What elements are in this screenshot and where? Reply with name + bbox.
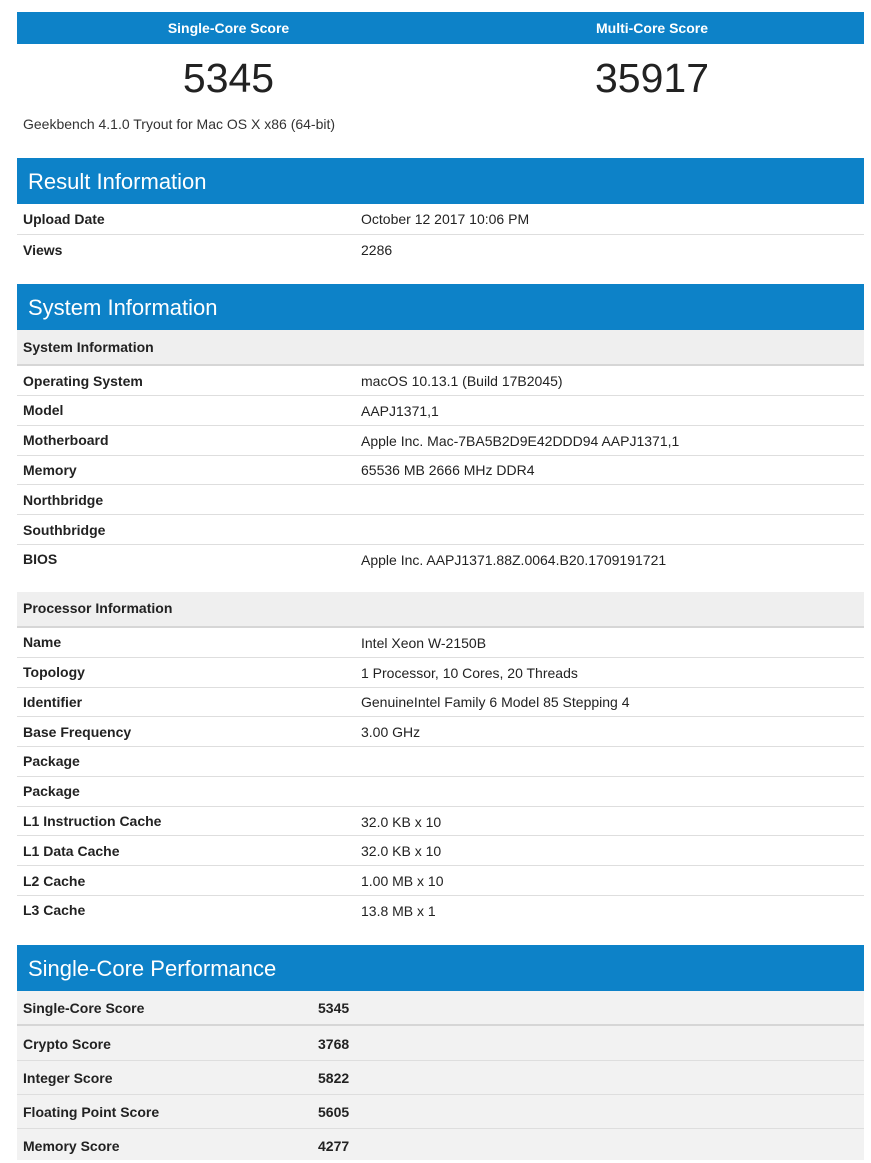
row-value: AAPJ1371,1 — [361, 403, 439, 419]
row-key: Base Frequency — [23, 724, 132, 740]
row-key: L1 Data Cache — [23, 843, 120, 859]
row-value: 65536 MB 2666 MHz DDR4 — [361, 462, 535, 478]
system-row — [17, 545, 864, 575]
processor-row — [17, 717, 864, 747]
row-value: 5345 — [318, 1000, 350, 1016]
multi-core-score-header: Multi-Core Score — [440, 12, 864, 44]
row-value: GenuineIntel Family 6 Model 85 Stepping 4 — [361, 694, 630, 710]
row-key: Crypto Score — [23, 1036, 111, 1052]
row-key: Operating System — [23, 373, 143, 389]
perf-row-single-core-score — [17, 991, 864, 1026]
row-key: Package — [23, 753, 80, 769]
row-key: L3 Cache — [23, 902, 86, 918]
processor-row — [17, 658, 864, 688]
multi-core-score-value: 35917 — [594, 55, 709, 101]
processor-row — [17, 866, 864, 896]
row-value: 1 Processor, 10 Cores, 20 Threads — [361, 665, 578, 681]
processor-row — [17, 836, 864, 866]
row-key: Memory — [23, 462, 77, 478]
processor-row — [17, 747, 864, 777]
result-row-views — [17, 235, 864, 265]
row-value: Apple Inc. Mac-7BA5B2D9E42DDD94 AAPJ1371,1 — [361, 433, 680, 449]
row-value: October 12 2017 10:06 PM — [361, 211, 530, 227]
row-value: Apple Inc. AAPJ1371.88Z.0064.B20.1709191721 — [361, 552, 667, 568]
row-key: Views — [23, 242, 63, 258]
row-key: Model — [23, 402, 64, 418]
row-value: 1.00 MB x 10 — [361, 873, 444, 889]
system-row — [17, 515, 864, 545]
row-value: 2286 — [361, 242, 393, 258]
result-information-header: Result Information — [17, 158, 864, 204]
processor-row — [17, 896, 864, 926]
system-row — [17, 366, 864, 396]
row-value: 13.8 MB x 1 — [361, 903, 436, 919]
perf-row — [17, 1061, 864, 1095]
system-row — [17, 396, 864, 426]
row-key: Name — [23, 634, 62, 650]
row-key: Floating Point Score — [23, 1104, 160, 1120]
row-key: Identifier — [23, 694, 83, 710]
system-information-subheader — [17, 330, 864, 366]
perf-row — [17, 1095, 864, 1129]
perf-row — [17, 1026, 864, 1061]
single-core-score-header: Single-Core Score — [17, 12, 440, 44]
row-value: macOS 10.13.1 (Build 17B2045) — [361, 373, 563, 389]
row-value: 5605 — [318, 1104, 350, 1120]
row-value: 32.0 KB x 10 — [361, 814, 442, 830]
row-key: Package — [23, 783, 80, 799]
processor-row — [17, 777, 864, 807]
row-value: 32.0 KB x 10 — [361, 843, 442, 859]
single-core-performance-header: Single-Core Performance — [17, 945, 864, 991]
row-value: 5822 — [318, 1070, 350, 1086]
system-information-header: System Information — [17, 284, 864, 330]
system-row — [17, 456, 864, 485]
row-key: Upload Date — [23, 211, 105, 227]
row-key: Memory Score — [23, 1138, 120, 1154]
system-row — [17, 426, 864, 456]
row-key: Motherboard — [23, 432, 109, 448]
row-key: Northbridge — [23, 492, 104, 508]
processor-row — [17, 688, 864, 717]
processor-row — [17, 807, 864, 836]
row-key: Topology — [23, 664, 85, 680]
result-row-upload-date — [17, 204, 864, 235]
row-key: Southbridge — [23, 522, 106, 538]
benchmark-version: Geekbench 4.1.0 Tryout for Mac OS X x86 (64-bit) — [23, 116, 336, 132]
single-core-score-value: 5345 — [182, 55, 275, 101]
perf-row — [17, 1129, 864, 1160]
row-value: Intel Xeon W-2150B — [361, 635, 487, 651]
system-row — [17, 485, 864, 515]
row-key: BIOS — [23, 551, 58, 567]
processor-information-subheader — [17, 592, 864, 628]
row-key: L1 Instruction Cache — [23, 813, 162, 829]
row-key: L2 Cache — [23, 873, 86, 889]
row-value: 3.00 GHz — [361, 724, 421, 740]
row-key: Integer Score — [23, 1070, 113, 1086]
row-value: 4277 — [318, 1138, 350, 1154]
processor-row — [17, 628, 864, 658]
subheader-label: System Information — [23, 339, 154, 355]
row-value: 3768 — [318, 1036, 350, 1052]
subheader-label: Processor Information — [23, 600, 173, 616]
row-key: Single-Core Score — [23, 1000, 145, 1016]
